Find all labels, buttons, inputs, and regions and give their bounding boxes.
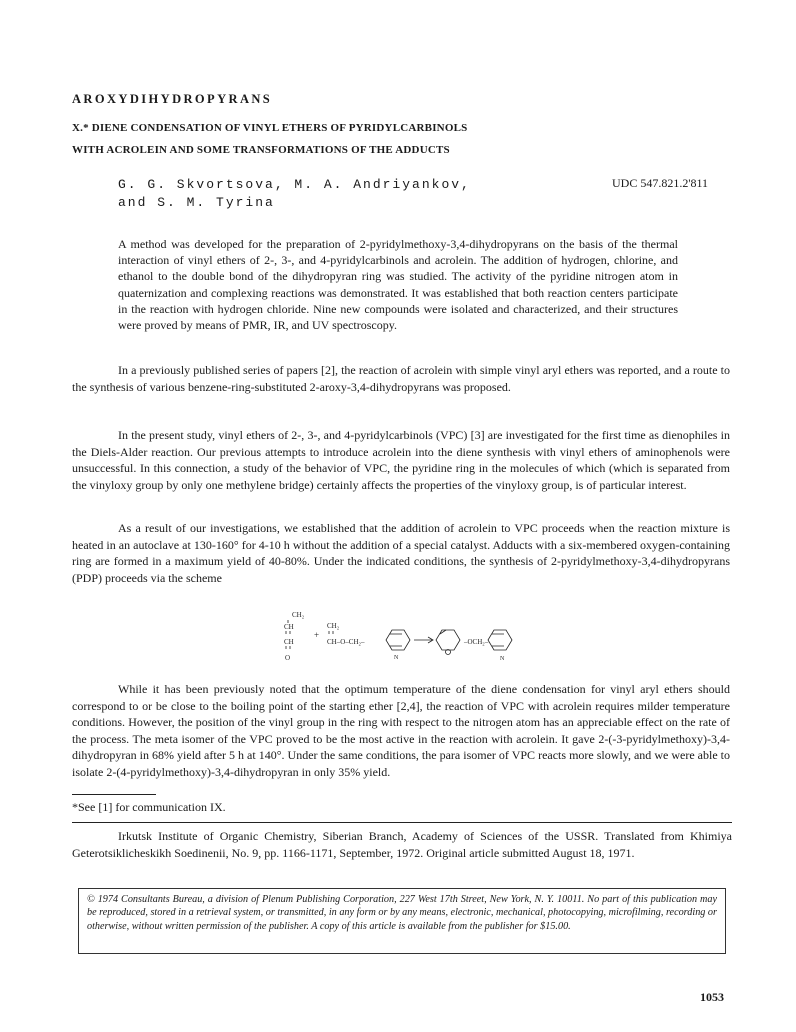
paragraph-3: As a result of our investigations, we established that the addition of acrolein to VPC proceeds when the reaction mixture is heated in an autoclave at 130-160° for 4-10 h without the addition of a special catalyst. Adducts with a six-membered oxygen-containing ring are formed in a maximum yield of 40-80%. Under the indicated conditions, the synthesis of 2-pyridylmethoxy-3,4-dihydropyrans (PDP) proceeds via the scheme <box>72 521 730 585</box>
abstract: A method was developed for the preparation of 2-pyridylmethoxy-3,4-dihydropyrans on the basis of the thermal interaction of vinyl ethers of 2-, 3-, and 4-pyridylcarbinols and acrolein. The addition of hydrogen, chlorine, and ethanol to the double bond of the dihydropyran ring was studied. The activity of the pyridine nitrogen atom in quaternization and complexing reactions was demonstrated. It was established that both reaction centers participate in the reaction with hydrogen chloride. Nine new compounds were isolated and characterized, and their structures were proved by means of PMR, IR, and UV spectroscopy. <box>118 237 678 333</box>
pyridine-ring-1-double-bonds <box>390 634 402 646</box>
pyridine-ring-2-double-bonds <box>492 634 504 646</box>
page-number: 1053 <box>700 990 724 1004</box>
acrolein-o-label: O <box>285 654 291 662</box>
pyridine-ring-2 <box>488 630 512 650</box>
paragraph-4: While it has been previously noted that the optimum temperature of the diene condensation for vinyl aryl ethers should correspond to or be close to the boiling point of the starting ether [2,4], the reaction of VPC with acrolein requires milder temperature conditions. However, the position of the vinyl group in the ring with respect to the nitrogen atom has an appreciable effect on the rate of the process. The meta isomer of the VPC proved to be the most active in the reaction with acrolein. It gave 2-(-3-pyridylmethoxy)-3,4-dihydropyran in 68% yield after 5 h at 140°. Under the same conditions, the para isomer of VPC reacts more slowly, and we were able to isolate 2-(4-pyridylmethoxy)-3,4-dihydropyran in only 35% yield. <box>72 682 730 779</box>
paragraph-2: In the present study, vinyl ethers of 2-, 3-, and 4-pyridylcarbinols (VPC) [3] are investigated for the first time as dienophiles in the Diels-Alder reaction. Our previous attempts to introduce acrolein into the diene synthesis with vinyl ethers of aminophenols were unsuccessful. In this connection, a study of the behavior of VPC, the pyridine ring in the molecules of which (which is separated from the vinyloxy group by only one methylene bridge) certainly affects the properties of the vinyloxy group, is of particular interest. <box>72 428 730 492</box>
reaction-scheme <box>282 608 522 670</box>
udc-code: UDC 547.821.2'811 <box>612 176 709 190</box>
pyridine-ring-1 <box>386 630 410 650</box>
article-title-line-2: WITH ACROLEIN AND SOME TRANSFORMATIONS OF THE ADDUCTS <box>72 144 450 156</box>
series-heading: AROXYDIHYDROPYRANS <box>72 92 273 106</box>
acrolein-ch-label-2: CH <box>284 638 294 646</box>
acrolein-ch-label: CH <box>284 623 294 631</box>
product-och2-label: –OCH₂– <box>464 638 489 646</box>
authors <box>118 176 471 212</box>
product-n-label: N <box>500 656 505 662</box>
authors-line-2: and S. M. Tyrina <box>118 195 275 210</box>
vinyl-ether-label: CH–O–CH₂– <box>327 638 365 646</box>
vinyl-double-bond <box>329 631 333 634</box>
authors-line-1: G. G. Skvortsova, M. A. Andriyankov, <box>118 177 471 192</box>
article-title-line-1: X.* DIENE CONDENSATION OF VINYL ETHERS OF PYRIDYLCARBINOLS <box>72 122 468 134</box>
footnote-rule <box>72 794 156 795</box>
affiliation-rule <box>72 822 732 823</box>
footnote: *See [1] for communication IX. <box>72 800 226 814</box>
acrolein-ch2-label: CH₂ <box>292 611 305 619</box>
dihydropyran-ring <box>436 630 460 650</box>
copyright-box: © 1974 Consultants Bureau, a division of Plenum Publishing Corporation, 227 West 17th Street, New York, N. Y. 10011. No part of this publication may be reproduced, stored in a retrieval system, or transmitted, in any form or by any means, electronic, mechanical, photocopying, microfilming, recording or otherwise, without written permission of the publisher. A copy of this article is available from the publisher for $15.00. <box>78 888 726 954</box>
plus-sign: + <box>314 630 320 640</box>
vinyl-ch2-label: CH₂ <box>327 622 340 630</box>
pyridine-n-label: N <box>394 655 399 661</box>
affiliation-note: Irkutsk Institute of Organic Chemistry, Siberian Branch, Academy of Sciences of the USSR. Translated from Khimiya Geterotsiklicheskikh Soedinenii, No. 9, pp. 1166-1171, September, 1972. Original article submitted August 18, 1971. <box>72 829 732 860</box>
paragraph-1: In a previously published series of papers [2], the reaction of acrolein with simple vinyl aryl ethers was reported, and a route to the synthesis of various benzene-ring-substituted 2-aroxy-3,4-dihydropyrans was proposed. <box>72 363 730 394</box>
